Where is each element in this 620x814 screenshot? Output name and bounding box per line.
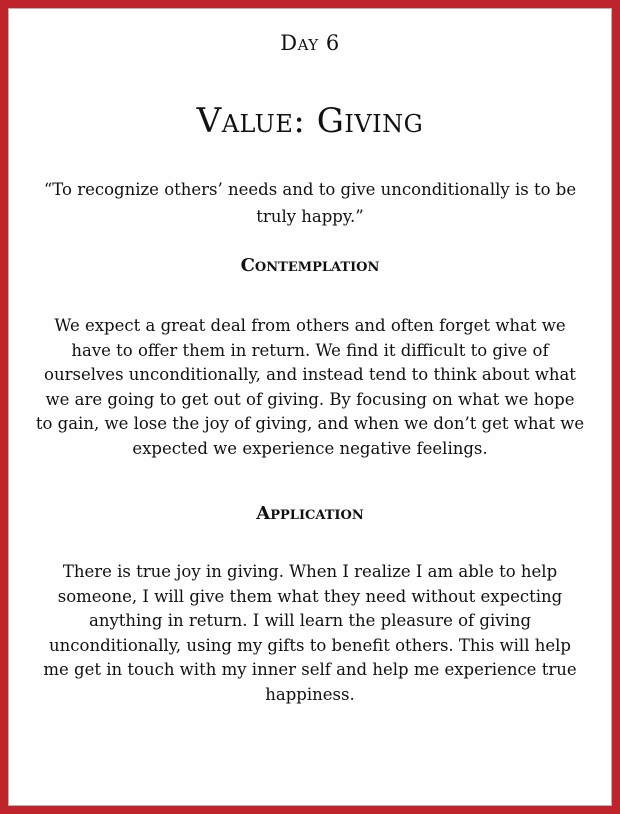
contemplation-heading: Contemplation bbox=[240, 255, 380, 276]
application-heading: Application bbox=[256, 503, 364, 524]
application-paragraph: There is true joy in giving. When I realize I am able to help someone, I will give them what they need without expecting anything in return. I will learn the pleasure of giving unconditionally, using my gifts to benefit others. This will help me get in touch with my inner self and help me experience true happiness. bbox=[43, 562, 577, 704]
document-page bbox=[9, 9, 611, 805]
contemplation-paragraph: We expect a great deal from others and often forget what we have to offer them in return. We find it difficult to give of ourselves unconditionally, and instead tend to think about what we are going to get out of giving. By focusing on what we hope to gain, we lose the joy of giving, and when we don’t get what we expected we experience negative feelings. bbox=[35, 316, 585, 458]
day-label: Day 6 bbox=[280, 31, 340, 55]
frame-inner-border bbox=[8, 8, 612, 806]
quote: “To recognize others’ needs and to give unconditionally is to be truly happy.” bbox=[43, 180, 577, 226]
page-title: Value: Giving bbox=[196, 101, 424, 141]
